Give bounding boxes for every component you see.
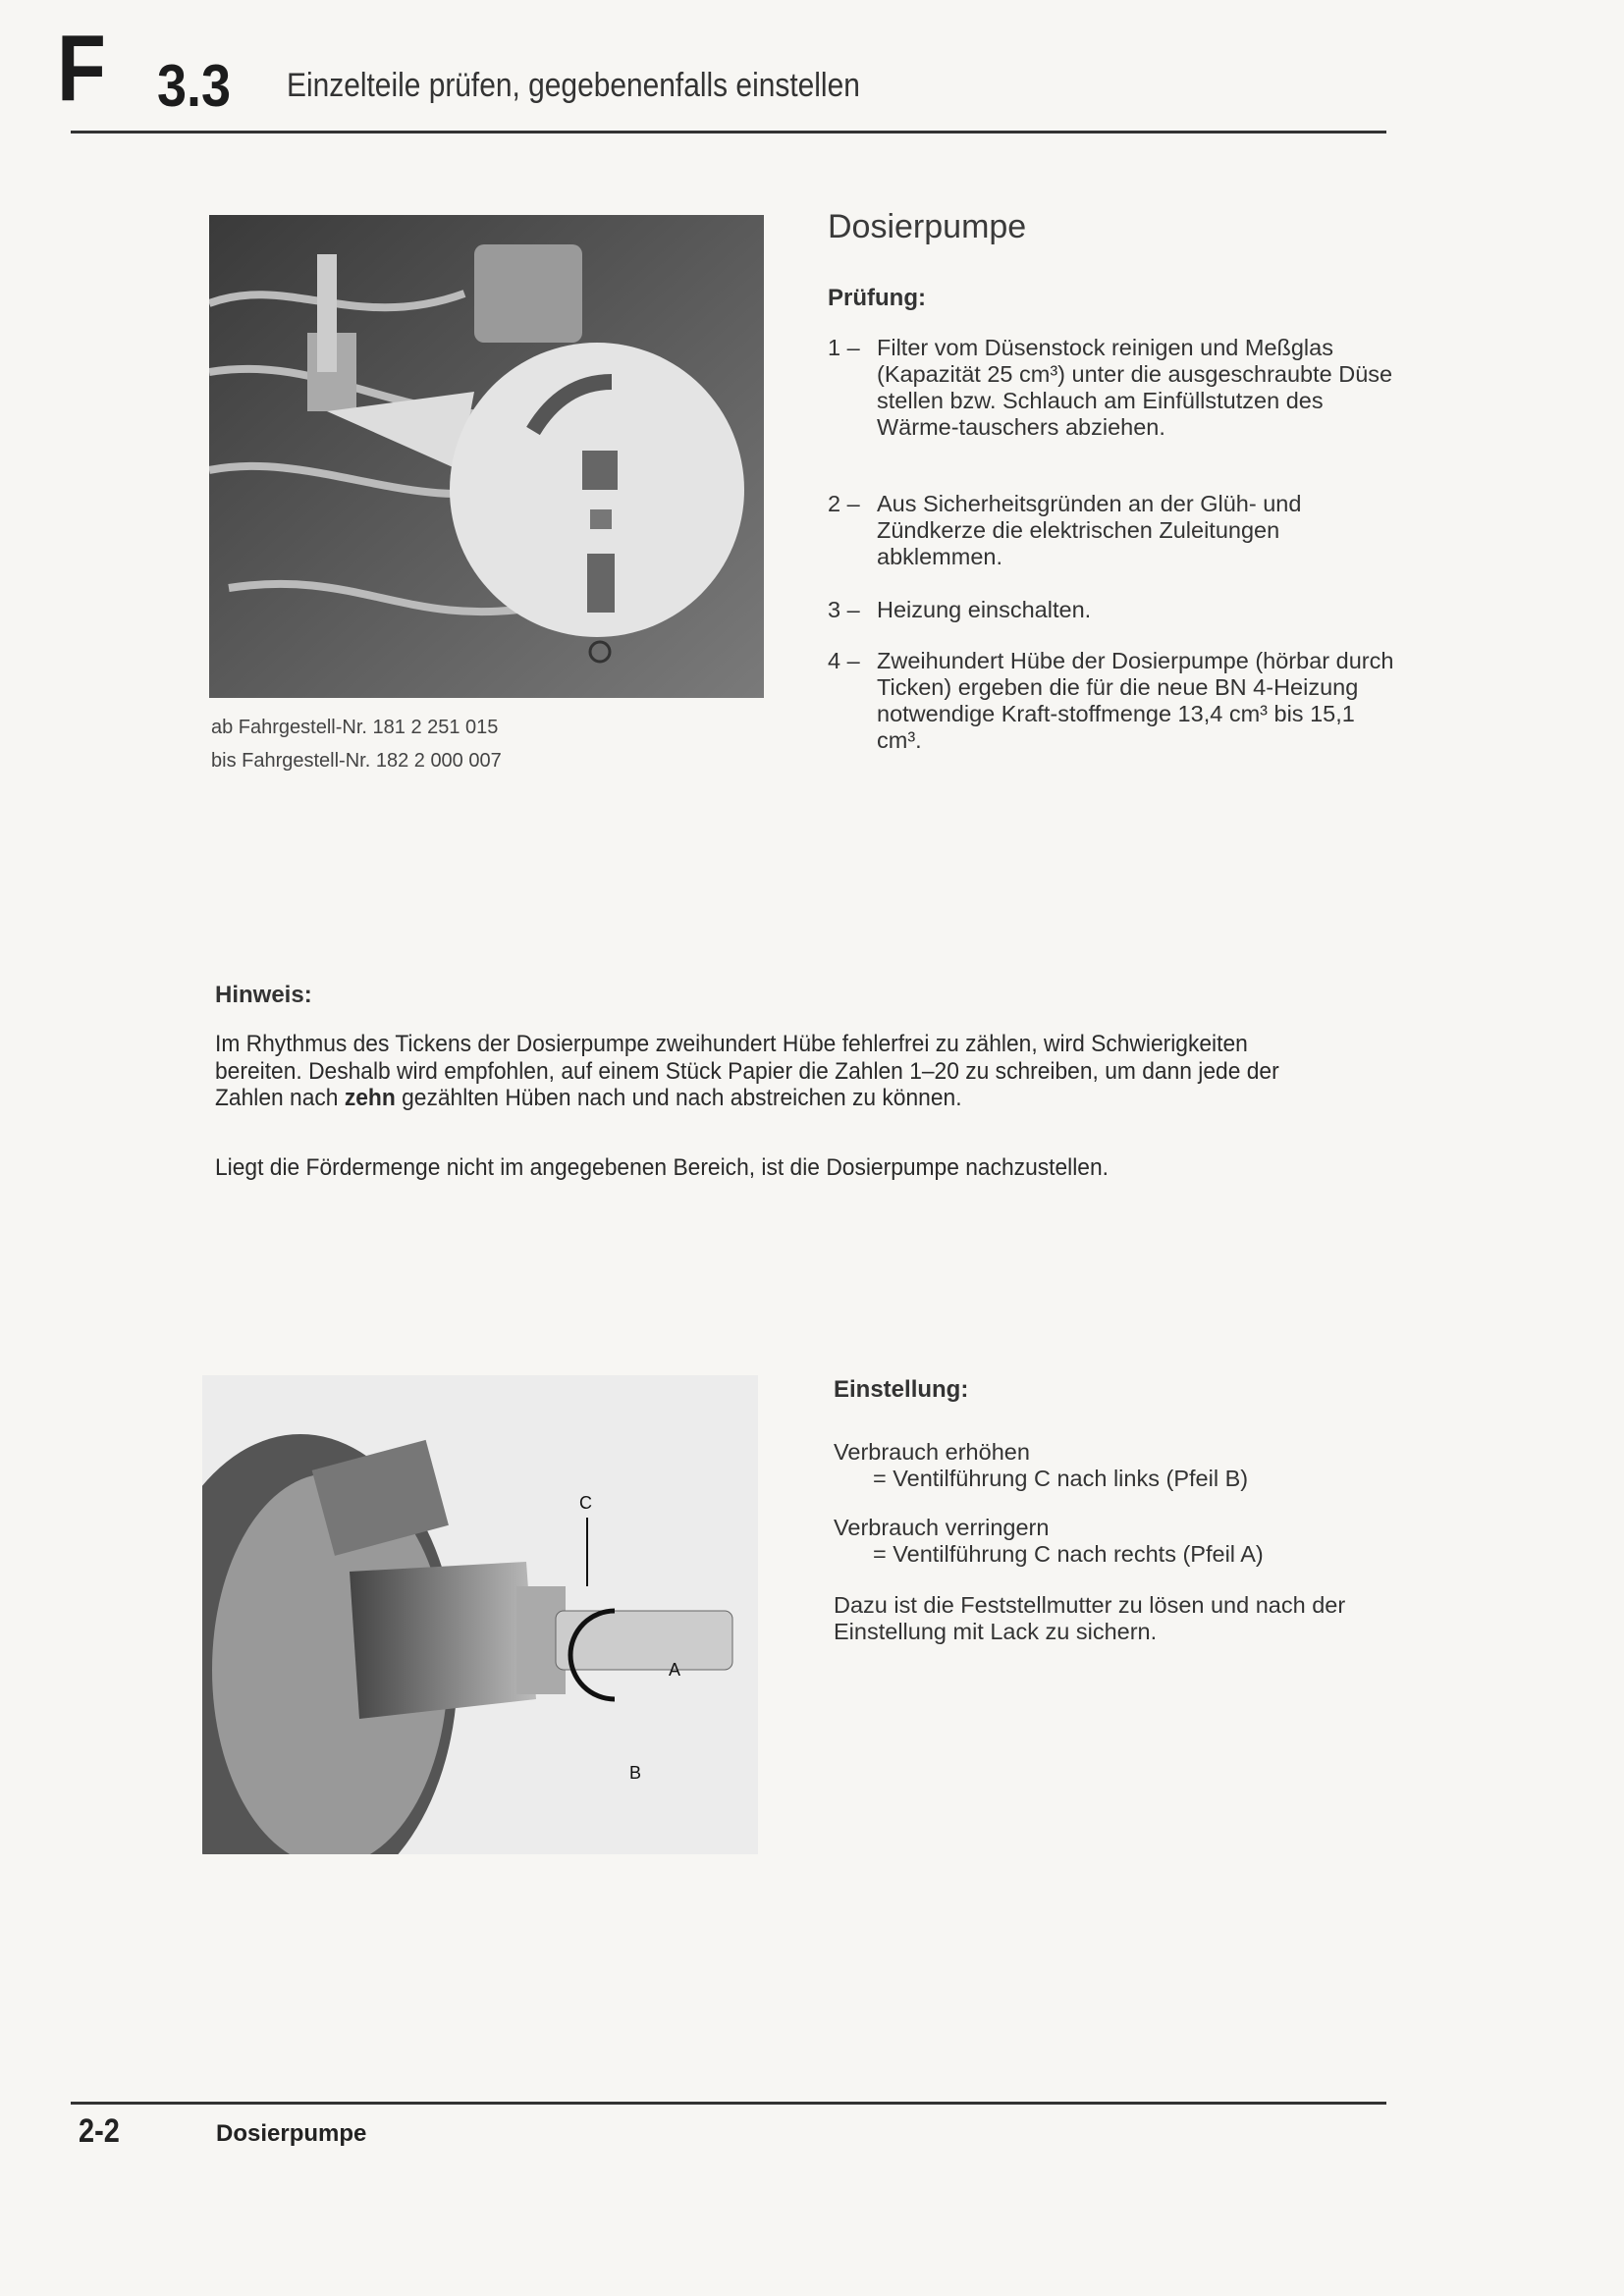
step-4: 4 – Zweihundert Hübe der Dosierpumpe (hörbar durch Ticken) ergeben die für die neue BN 4-Heizung notwendige Kraft-stoffmenge 13,4 cm³ bis 15,1 cm³. [828,648,1394,753]
label-c: C [579,1493,592,1513]
pump-location-photo [209,215,764,698]
footer-label: Dosierpumpe [216,2120,367,2147]
adjust-fix: Dazu ist die Feststellmutter zu lösen und nach der Einstellung mit Lack zu sichern. [834,1592,1346,1644]
page-number: 2-2 [79,2112,120,2150]
label-b: B [629,1763,642,1783]
adjust-increase: Verbrauch erhöhen = Ventilführung C nach links (Pfeil B) [834,1439,1249,1491]
footer-rule [71,2102,1386,2105]
note-paragraph: Im Rhythmus des Tickens der Dosierpumpe zweihundert Hübe fehlerfrei zu zählen, wird Schwierigkeiten bereiten. Deshalb wird empfohlen, auf einem Stück Papier die Zahlen 1–20 zu schreiben, um dann jede der Zahlen nach zehn gezählten Hüben nach und nach abstreichen zu können. [215,1031,1279,1111]
step-1: 1 – Filter vom Düsenstock reinigen und Meßglas (Kapazität 25 cm³) unter die ausgeschraubte Düse stellen bzw. Schlauch am Einfüllstutzen des Wärme-tauschers abziehen. [828,335,1393,440]
section-title: Dosierpumpe [828,208,1027,245]
label-a: A [669,1660,681,1680]
section-number: 3.3 [157,53,232,119]
header-rule [71,131,1386,133]
note-paragraph-2: Liegt die Fördermenge nicht im angegebenen Bereich, ist die Dosierpumpe nachzustellen. [215,1154,1110,1181]
adjust-heading: Einstellung: [834,1376,969,1403]
step-2: 2 – Aus Sicherheitsgründen an der Glüh- und Zündkerze die elektrischen Zuleitungen abklemmen. [828,491,1302,569]
chapter-letter: F [57,16,106,121]
caption-from: ab Fahrgestell-Nr. 181 2 251 015 [211,717,499,738]
note-heading: Hinweis: [215,982,312,1008]
adjust-decrease: Verbrauch verringern = Ventilführung C nach rechts (Pfeil A) [834,1515,1264,1567]
pump-adjustment-photo [202,1375,758,1854]
step-3: 3 – Heizung einschalten. [828,597,1092,622]
photo-caption [211,711,502,777]
check-heading: Prüfung: [828,285,926,311]
caption-to: bis Fahrgestell-Nr. 182 2 000 007 [211,750,502,772]
page-title: Einzelteile prüfen, gegebenenfalls einstellen [287,67,860,104]
